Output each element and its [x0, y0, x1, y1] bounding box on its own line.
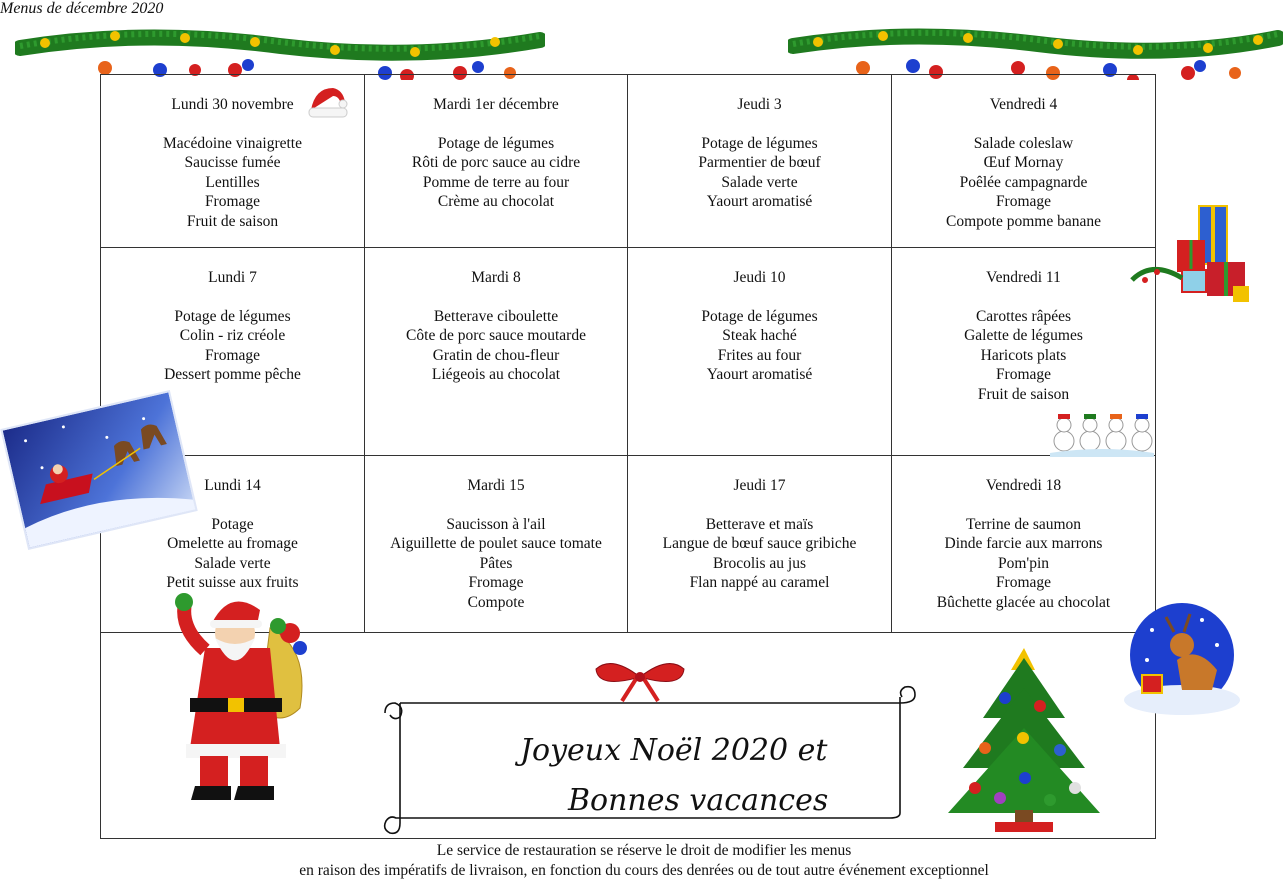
day-label: Lundi 14 — [204, 477, 261, 494]
dish-item: Betterave et maïs — [705, 515, 814, 533]
menu-cell — [892, 75, 1155, 248]
dish-item: Œuf Mornay — [983, 154, 1064, 172]
day-label: Mardi 1er décembre — [433, 96, 559, 113]
dish-item: Lentilles — [205, 173, 260, 191]
day-label: Vendredi 18 — [985, 477, 1062, 494]
menu-cell — [628, 248, 892, 456]
menu-cell — [365, 456, 628, 633]
dish-item: Yaourt aromatisé — [706, 366, 813, 384]
dish-item: Frites au four — [717, 346, 802, 364]
footer-notice — [0, 841, 1288, 881]
dish-item: Bûchette glacée au chocolat — [936, 593, 1111, 611]
dish-item: Betterave ciboulette — [433, 307, 559, 325]
snowmen-icon — [1050, 405, 1154, 457]
dish-item: Langue de bœuf sauce gribiche — [662, 535, 857, 553]
greeting-line-2: Bonnes vacances — [568, 783, 829, 818]
day-label: Vendredi 4 — [989, 96, 1058, 113]
dish-item: Rôti de porc sauce au cidre — [411, 154, 581, 172]
dish-item: Colin - riz créole — [179, 327, 286, 345]
gifts-icon — [1127, 200, 1252, 310]
dish-item: Galette de légumes — [964, 327, 1083, 345]
santa-claus-icon — [160, 588, 320, 816]
dish-item: Fromage — [204, 346, 261, 364]
dish-item: Gratin de chou-fleur — [432, 346, 560, 364]
dish-item: Fromage — [995, 193, 1052, 211]
dish-item: Haricots plats — [980, 346, 1067, 364]
dish-item: Pom'pin — [997, 554, 1050, 572]
dish-item: Compote pomme banane — [946, 212, 1101, 230]
footer-line-1: Le service de restauration se réserve le droit de modifier les menus — [436, 842, 852, 859]
menu-cell — [892, 456, 1155, 633]
day-label: Mardi 8 — [471, 269, 521, 286]
dish-item: Fromage — [468, 574, 524, 592]
menu-cell — [365, 248, 628, 456]
dish-item: Steak haché — [722, 327, 797, 345]
dish-item: Saucisse fumée — [184, 154, 281, 172]
dish-item: Fruit de saison — [977, 385, 1070, 403]
dish-item: Compote — [467, 593, 525, 611]
day-label: Mardi 15 — [467, 477, 525, 494]
dish-item: Pomme de terre au four — [422, 173, 570, 191]
garland-left-decoration — [15, 18, 545, 80]
dish-item: Côte de porc sauce moutarde — [406, 327, 586, 345]
dish-item: Potage de légumes — [701, 134, 818, 152]
dish-item: Terrine de saumon — [965, 515, 1082, 533]
greeting-line-1: Joyeux Noël 2020 et — [520, 733, 828, 768]
dish-item: Aiguillette de poulet sauce tomate — [390, 535, 602, 553]
dish-item: Salade verte — [194, 554, 271, 572]
dish-item: Salade verte — [721, 173, 798, 191]
dish-item: Poêlée campagnarde — [959, 173, 1088, 191]
dish-item: Liégeois au chocolat — [431, 366, 561, 384]
footer-line-2: en raison des impératifs de livraison, en fonction du cours des denrées ou de tout autre événement exceptionnel — [299, 862, 989, 879]
dish-item: Flan nappé au caramel — [689, 574, 830, 592]
dish-item: Fromage — [995, 366, 1052, 384]
menu-cell — [628, 75, 892, 248]
dish-item: Pâtes — [479, 554, 513, 572]
day-label: Lundi 30 novembre — [171, 96, 294, 113]
dish-item: Salade coleslaw — [973, 134, 1074, 152]
santa-hat-icon — [305, 82, 349, 120]
dish-item: Yaourt aromatisé — [706, 193, 813, 211]
garland-right-decoration — [788, 18, 1283, 80]
dish-item: Fruit de saison — [186, 212, 279, 230]
dish-item: Petit suisse aux fruits — [166, 574, 299, 592]
dish-item: Carottes râpées — [975, 307, 1072, 325]
menu-cell — [365, 75, 628, 248]
dish-item: Fromage — [995, 574, 1052, 592]
dish-item: Macédoine vinaigrette — [162, 134, 302, 152]
day-label: Jeudi 17 — [733, 477, 786, 494]
day-label: Lundi 7 — [208, 269, 257, 286]
day-label: Jeudi 10 — [733, 269, 786, 286]
greeting-scroll — [380, 683, 920, 838]
dish-item: Omelette au fromage — [167, 535, 298, 553]
menu-cell — [628, 456, 892, 633]
dish-item: Parmentier de bœuf — [698, 154, 821, 172]
dish-item: Brocolis au jus — [713, 554, 806, 572]
christmas-tree-icon — [945, 638, 1103, 833]
dish-item: Dinde farcie aux marrons — [944, 535, 1103, 553]
dish-item: Dessert pomme pêche — [164, 366, 301, 384]
dish-item: Potage de légumes — [701, 307, 818, 325]
page-title: Menus de décembre 2020 — [0, 0, 164, 17]
dish-item: Fromage — [204, 193, 261, 211]
dish-item: Potage de légumes — [437, 134, 555, 152]
dish-item: Saucisson à l'ail — [446, 515, 546, 533]
day-label: Jeudi 3 — [737, 96, 782, 113]
dish-item: Potage de légumes — [174, 307, 291, 325]
day-label: Vendredi 11 — [986, 269, 1061, 286]
dish-item: Potage — [211, 515, 254, 533]
reindeer-globe-icon — [1122, 600, 1242, 720]
dish-item: Crème au chocolat — [437, 193, 555, 211]
